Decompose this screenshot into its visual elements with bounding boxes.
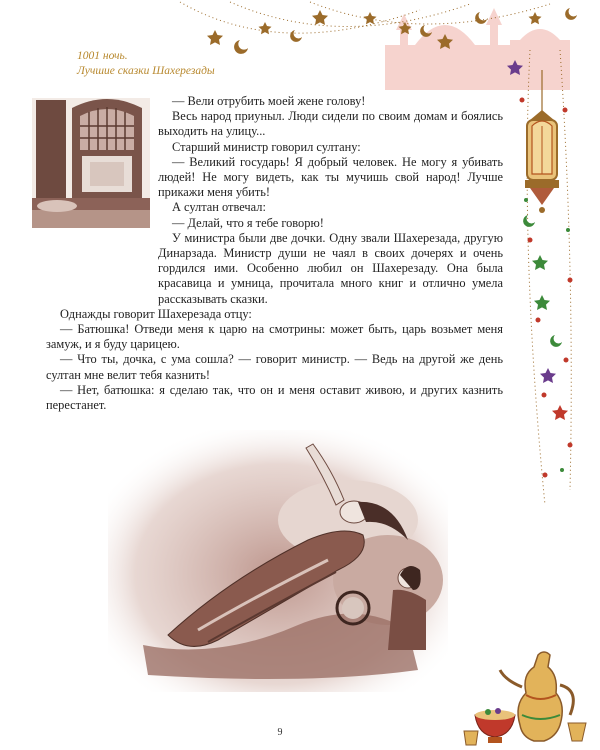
header-line-2: Лучшие сказки Шахерезады — [77, 65, 215, 77]
paragraph: — Что ты, дочка, с ума сошла? — говорит министр. — Ведь на другой же день султан мне велит тебя казнить! — [46, 352, 503, 382]
header-line-1: 1001 ночь. — [77, 50, 128, 62]
paragraph: — Делай, что я тебе говорю! — [172, 215, 324, 230]
paragraph: — Нет, батюшка: я сделаю так, что он и меня оставит живою, и других казнить перестанет. — [46, 382, 503, 413]
lantern-decoration — [500, 50, 600, 510]
story-text — [46, 94, 503, 413]
paragraph: Однажды говорит Шахерезада отцу: — [60, 306, 252, 321]
paragraph: У министра были две дочки. Одну звали Шахерезада, другую Динарзада. Министр души не чаял в своих дочерях и очень гордился ими. Особенно любил он Шахерезаду. Она была красавица и умница, прочитала много книг и отлично умела рассказывать сказки. — [158, 230, 503, 306]
paragraph: — Батюшка! Отведи меня к царю на смотрины: может быть, царь возьмет меня замуж, и я буду царицею. — [46, 322, 503, 352]
paragraph: — Вели отрубить моей жене голову! — [172, 94, 366, 108]
page-number: 9 — [277, 727, 283, 738]
window-illustration — [32, 98, 150, 228]
paragraph: — Великий государь! Я добрый человек. Не могу я убивать людей! Не могу видеть, как ты мучишь свой народ! Лучше прикажи меня убить! — [158, 154, 503, 200]
lantern-icon — [525, 70, 559, 213]
paragraph: А султан отвечал: — [172, 200, 266, 215]
sheherazade-illustration — [108, 430, 448, 692]
paragraph: Старший министр говорил султану: — [172, 139, 361, 154]
paragraph: Весь народ приуныл. Люди сидели по своим домам и боялись выходить на улицу... — [158, 109, 503, 139]
